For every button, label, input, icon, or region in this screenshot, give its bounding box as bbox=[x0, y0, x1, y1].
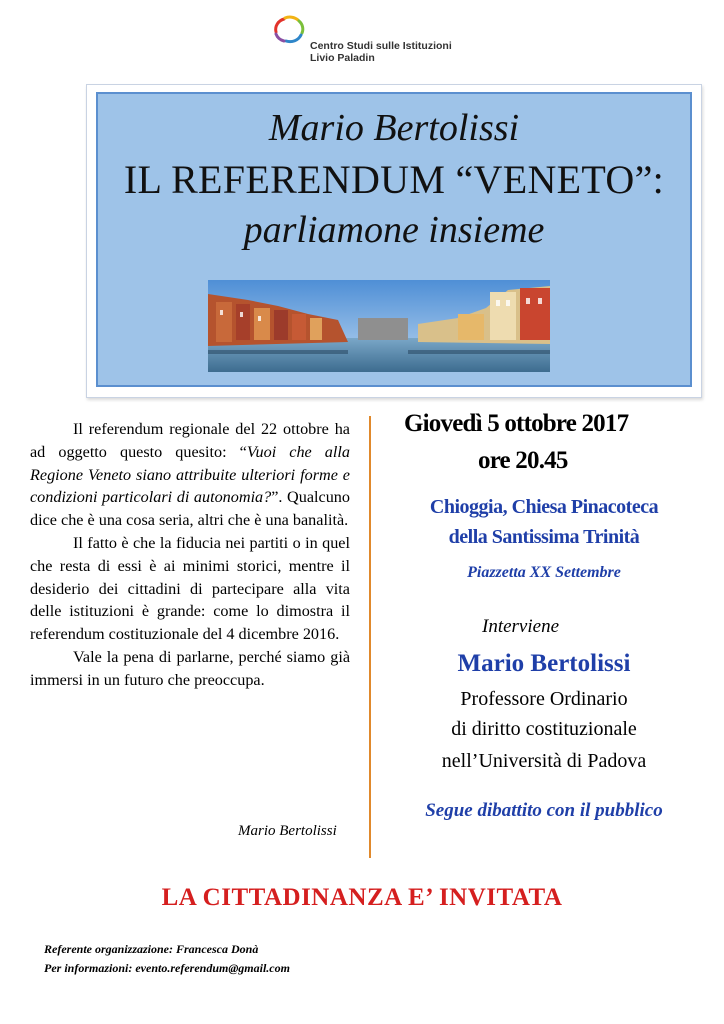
article-paragraph: Il fatto è che la fiducia nei partiti o in quel che resta di essi è ai minimi storici, mentre il desiderio dei cittadini di partecipare alla vita delle istituzioni è grande: come lo dimostra il referendum costituzionale del 4 dicembre 2016. bbox=[30, 533, 350, 644]
org-name-line2: Livio Paladin bbox=[310, 52, 375, 64]
banner-title: IL REFERENDUM “VENETO”: bbox=[123, 157, 665, 202]
circle-logo-icon bbox=[270, 14, 314, 44]
referendum-question: Vuoi che alla Regione Veneto siano attribuite ulteriori forme e condizioni particolari di autonomia? bbox=[30, 442, 350, 507]
venue-place: Piazzetta XX Settembre bbox=[467, 564, 621, 581]
article-p1-end: ”. Qualcuno dice che è una cosa seria, altri che è una banalità. bbox=[30, 488, 350, 530]
article-signature: Mario Bertolissi bbox=[238, 823, 337, 839]
article-paragraph bbox=[30, 418, 350, 532]
article-paragraph: Vale la pena di parlarne, perché siamo già immersi in un futuro che preoccupa. bbox=[30, 647, 350, 689]
title-banner bbox=[86, 84, 702, 398]
footer-contacts bbox=[44, 940, 290, 978]
article-text bbox=[30, 418, 350, 692]
info-email: Per informazioni: evento.referendum@gmail.com bbox=[44, 961, 290, 975]
article-p1-intro: Il referendum regionale del 22 ottobre ha ad oggetto questo quesito: “ bbox=[30, 420, 350, 461]
event-date: Giovedì 5 ottobre 2017 bbox=[404, 410, 629, 437]
event-time: ore 20.45 bbox=[478, 447, 568, 474]
canal-photo bbox=[208, 280, 550, 372]
debate-note: Segue dibattito con il pubblico bbox=[425, 800, 663, 821]
banner-author: Mario Bertolissi bbox=[268, 107, 520, 149]
banner-subtitle: parliamone insieme bbox=[243, 209, 545, 251]
invitation-heading: LA CITTADINANZA E’ INVITATA bbox=[161, 884, 563, 911]
interviene-label: Interviene bbox=[482, 616, 560, 637]
organizer-contact: Referente organizzazione: Francesca Donà bbox=[44, 942, 259, 956]
speaker-name: Mario Bertolissi bbox=[457, 650, 631, 677]
org-logo bbox=[270, 14, 470, 70]
speaker-role-line3: nell’Università di Padova bbox=[441, 750, 647, 772]
speaker-role-line2: di diritto costituzionale bbox=[451, 718, 637, 740]
speaker-role-line1: Professore Ordinario bbox=[460, 688, 628, 710]
venue-line2: della Santissima Trinità bbox=[448, 526, 640, 548]
org-name-line1: Centro Studi sulle Istituzioni bbox=[310, 40, 452, 52]
banner-panel bbox=[96, 92, 692, 387]
column-divider bbox=[369, 416, 371, 858]
venue-line1: Chioggia, Chiesa Pinacoteca bbox=[429, 496, 659, 518]
